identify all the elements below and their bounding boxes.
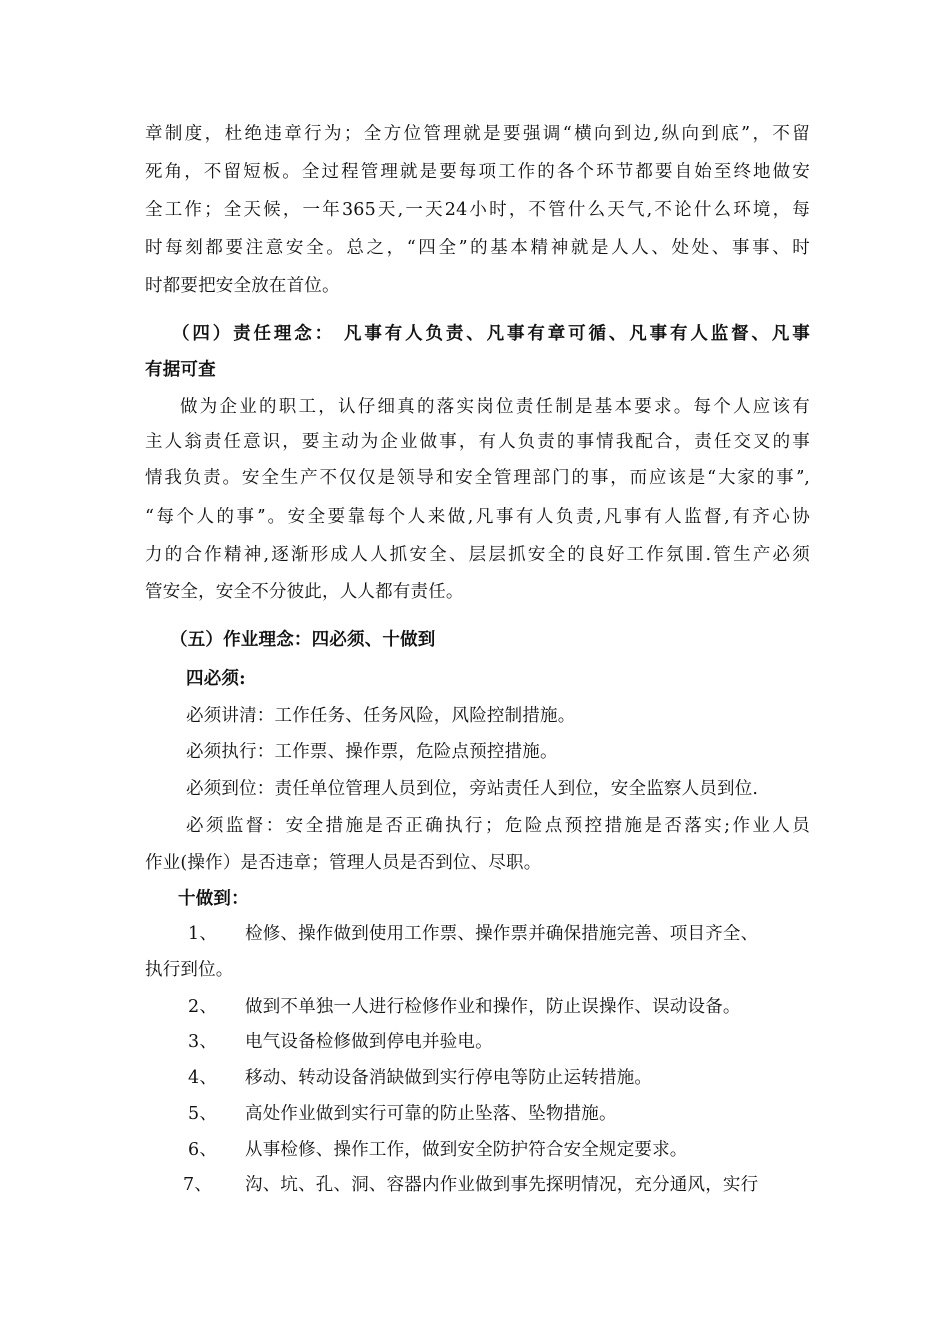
list-item: 必须监督：安全措施是否正确执行；危险点预控措施是否落实;作业人员 <box>186 816 810 836</box>
list-item: 必须到位：责任单位管理人员到位，旁站责任人到位，安全监察人员到位. <box>186 779 759 799</box>
list-text: 移动、转动设备消缺做到实行停电等防止运转措施。 <box>245 1068 653 1088</box>
subsection-title: 十做到： <box>178 889 249 909</box>
subsection-title: 四必须: <box>186 669 246 689</box>
section-heading: （四）责任理念： 凡事有人负责、凡事有章可循、凡事有人监督、凡事 <box>172 324 810 344</box>
list-item-cont: 作业(操作）是否违章；管理人员是否到位、尽职。 <box>145 853 542 873</box>
list-number: 6、 <box>188 1140 218 1160</box>
list-number: 2、 <box>188 997 218 1017</box>
list-number: 4、 <box>188 1068 218 1088</box>
paragraph-line: 章制度，杜绝违章行为；全方位管理就是要强调“横向到边,纵向到底”，不留 <box>145 124 810 144</box>
paragraph-line: “每个人的事ˮ。安全要靠每个人来做,凡事有人负责,凡事有人监督,有齐心协 <box>145 507 810 527</box>
list-text: 从事检修、操作工作，做到安全防护符合安全规定要求。 <box>245 1140 688 1160</box>
list-item: 必须讲清：工作任务、任务风险，风险控制措施。 <box>186 706 576 726</box>
paragraph-line: 主人翁责任意识，要主动为企业做事，有人负责的事情我配合，责任交叉的事 <box>145 432 810 452</box>
list-item: 必须执行：工作票、操作票，危险点预控措施。 <box>186 742 558 762</box>
paragraph-line: 力的合作精神,逐渐形成人人抓安全、层层抓安全的良好工作氛围.管生产必须 <box>145 545 810 565</box>
list-number: 1、 <box>188 924 218 944</box>
paragraph-line: 全工作；全天候，一年365天,一天24小时，不管什么天气,不论什么环境，每 <box>145 200 810 220</box>
list-number: 3、 <box>188 1032 218 1052</box>
list-text: 电气设备检修做到停电并验电。 <box>245 1032 493 1052</box>
section-heading-cont: 有据可查 <box>145 360 216 380</box>
list-item-cont: 执行到位。 <box>145 960 234 980</box>
paragraph-line: 情我负责。安全生产不仅仅是领导和安全管理部门的事，而应该是“大家的事ˮ, <box>145 468 810 488</box>
list-text: 沟、坑、孔、洞、容器内作业做到事先探明情况，充分通风，实行 <box>245 1175 759 1195</box>
paragraph-line: 时每刻都要注意安全。总之，“四全”的基本精神就是人人、处处、事事、时 <box>145 238 810 258</box>
list-number: 7、 <box>183 1175 213 1195</box>
paragraph-line: 管安全，安全不分彼此，人人都有责任。 <box>145 582 464 602</box>
list-text: 做到不单独一人进行检修作业和操作，防止误操作、误动设备。 <box>245 997 741 1017</box>
paragraph-line: 死角，不留短板。全过程管理就是要每项工作的各个环节都要自始至终地做安 <box>145 162 810 182</box>
paragraph-line: 做为企业的职工，认仔细真的落实岗位责任制是基本要求。每个人应该有 <box>180 397 810 417</box>
list-number: 5、 <box>188 1104 218 1124</box>
section-heading: （五）作业理念：四必须、十做到 <box>170 630 436 650</box>
list-text: 检修、操作做到使用工作票、操作票并确保措施完善、项目齐全、 <box>245 924 759 944</box>
paragraph-line: 时都要把安全放在首位。 <box>145 276 340 296</box>
list-text: 高处作业做到实行可靠的防止坠落、坠物措施。 <box>245 1104 617 1124</box>
